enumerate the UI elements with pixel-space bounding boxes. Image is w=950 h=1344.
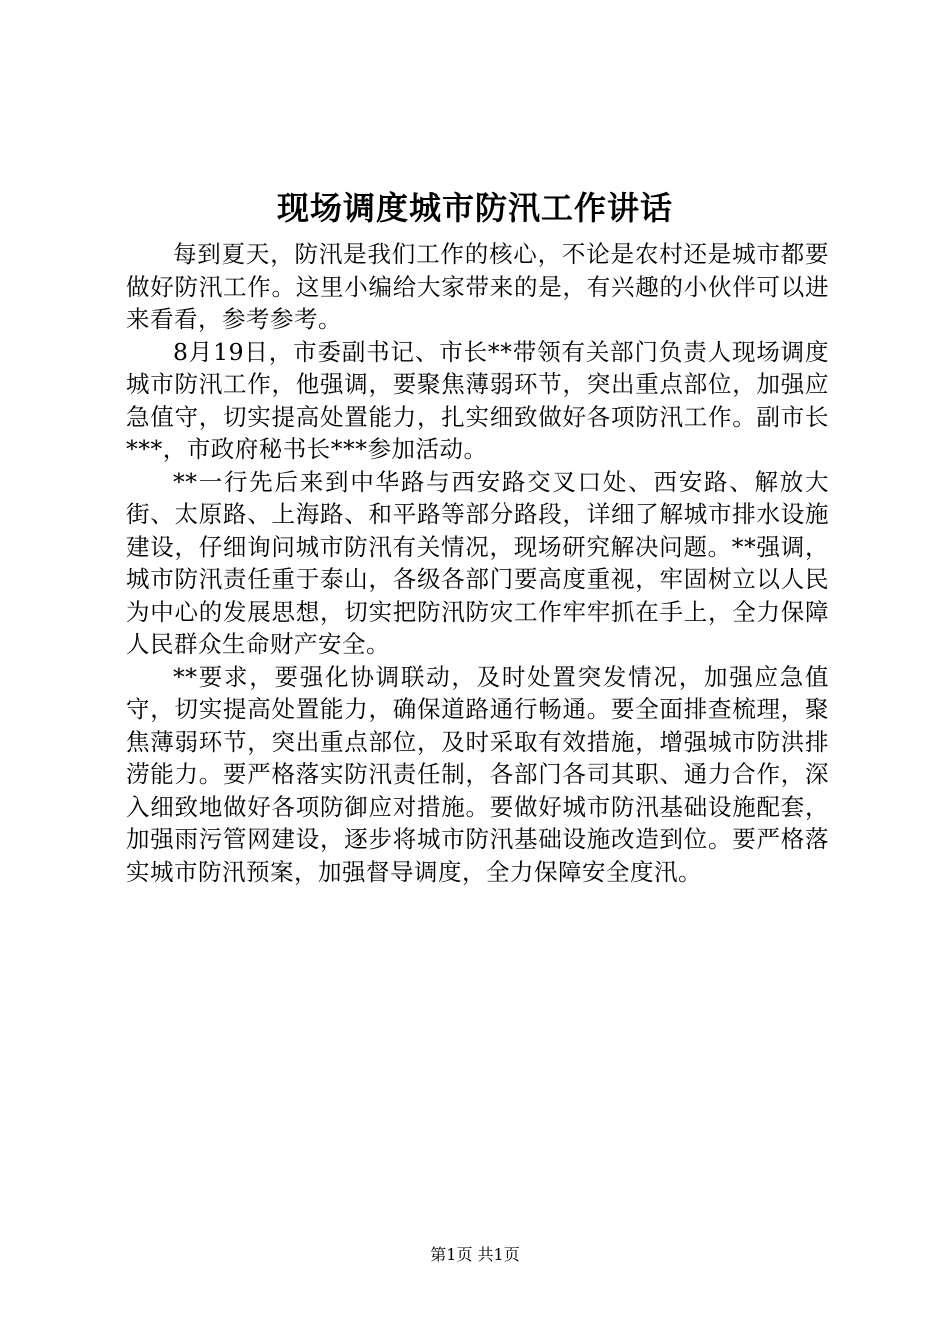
paragraph: 每到夏天，防汛是我们工作的核心，不论是农村还是城市都要做好防汛工作。这里小编给大家带来的是，有兴趣的小伙伴可以进来看看，参考参考。 [126, 240, 829, 333]
paragraph: **要求，要强化协调联动，及时处置突发情况，加强应急值守，切实提高处置能力，确保道路通行畅通。要全面排查梳理，聚焦薄弱环节，突出重点部位，及时采取有效措施，增强城市防洪排涝能力。要严格落实防汛责任制，各部门各司其职、通力合作，深入细致地做好各项防御应对措施。要做好城市防汛基础设施配套，加强雨污管网建设，逐步将城市防汛基础设施改造到位。要严格落实城市防汛预案，加强督导调度，全力保障安全度汛。 [126, 662, 829, 886]
paragraph: **一行先后来到中华路与西安路交叉口处、西安路、解放大街、太原路、上海路、和平路等部分路段，详细了解城市排水设施建设，仔细询问城市防汛有关情况，现场研究解决问题。**强调，城市防汛责任重于泰山，各级各部门要高度重视，牢固树立以人民为中心的发展思想，切实把防汛防灾工作牢牢抓在手上，全力保障人民群众生命财产安全。 [126, 467, 829, 658]
document-title: 现场调度城市防汛工作讲话 [276, 189, 673, 227]
document-body [126, 238, 829, 888]
page-footer: 第1页 共1页 [430, 1245, 520, 1264]
paragraph: 8月19日，市委副书记、市长**带领有关部门负责人现场调度城市防汛工作，他强调，要聚焦薄弱环节，突出重点部位，加强应急值守，切实提高处置能力，扎实细致做好各项防汛工作。副市长***，市政府秘书长***参加活动。 [126, 337, 829, 463]
